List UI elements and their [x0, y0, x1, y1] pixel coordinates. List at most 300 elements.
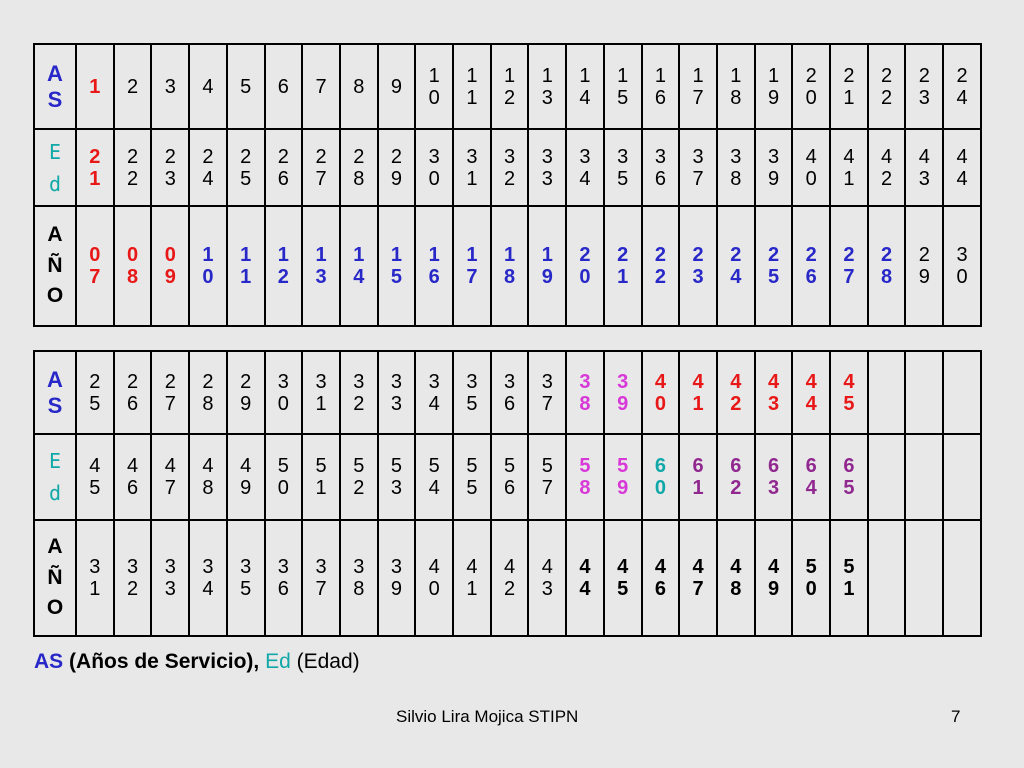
ed-cell: [227, 129, 265, 206]
ano-cell: [76, 520, 114, 636]
ed-header: E d: [48, 449, 62, 505]
ano-value: 4 6: [654, 556, 666, 600]
as-header-cell: [34, 351, 76, 434]
ed-value: 3 6: [654, 145, 666, 190]
as-cell: [528, 44, 566, 129]
ano-cell: [604, 520, 642, 636]
ano-cell: [302, 520, 340, 636]
as-value: 4 0: [654, 370, 666, 415]
years-of-service-table-2: [33, 350, 982, 637]
as-value: 1 4: [579, 64, 591, 109]
ed-cell: [755, 434, 793, 520]
ano-value: 2 7: [843, 244, 855, 288]
as-value: 2 7: [164, 370, 176, 415]
ano-cell: [868, 206, 906, 326]
legend: [34, 650, 360, 674]
as-cell: [415, 351, 453, 434]
ed-value: 3 3: [541, 145, 553, 190]
ano-header: A Ñ O: [46, 223, 64, 308]
ed-cell: [679, 129, 717, 206]
ed-cell: [830, 129, 868, 206]
ano-value: 2 9: [918, 244, 930, 288]
ed-value: 3 9: [767, 145, 780, 190]
page-number: 7: [951, 707, 961, 726]
ano-cell: [415, 206, 453, 326]
ed-cell: [943, 129, 981, 206]
ano-value: 4 2: [504, 556, 516, 600]
ano-cell: [378, 520, 416, 636]
ed-cell: [604, 129, 642, 206]
as-cell: [717, 44, 755, 129]
ano-cell: [340, 206, 378, 326]
as-cell: [868, 44, 906, 129]
as-cell: [943, 44, 981, 129]
as-cell: [566, 351, 604, 434]
ano-value: 2 2: [654, 244, 666, 288]
ano-value: 2 4: [730, 244, 742, 288]
ano-cell: [830, 206, 868, 326]
as-cell: [755, 44, 793, 129]
ano-cell: [378, 206, 416, 326]
ed-cell: [868, 129, 906, 206]
ed-value: 2 8: [353, 145, 365, 190]
ed-cell: [604, 434, 642, 520]
ano-cell: [114, 206, 152, 326]
as-value: 1 8: [730, 64, 742, 109]
ano-header-cell: [34, 520, 76, 636]
ano-cell: [566, 520, 604, 636]
ed-value: 2 9: [390, 145, 403, 190]
ed-value: 5 5: [466, 455, 478, 499]
ed-cell: [340, 129, 378, 206]
ed-cell: [905, 129, 943, 206]
ed-value: 5 4: [428, 455, 440, 499]
ano-cell: [340, 520, 378, 636]
ed-cell: [114, 129, 152, 206]
ano-value: 2 8: [881, 244, 893, 288]
as-value: 1 7: [692, 64, 704, 109]
as-cell: [151, 44, 189, 129]
ed-value: 5 1: [315, 455, 327, 499]
ed-value: 5 9: [617, 455, 629, 499]
ed-header: E d: [48, 139, 62, 196]
as-value: 3 5: [466, 370, 478, 415]
legend-as-desc: (Años de Servicio),: [69, 650, 260, 673]
as-row: [34, 44, 981, 129]
ed-value: 6 5: [843, 455, 855, 499]
ano-cell: [604, 206, 642, 326]
ed-cell: [76, 129, 114, 206]
ano-cell: [755, 206, 793, 326]
ed-cell: [76, 434, 114, 520]
ano-value: 0 7: [89, 244, 101, 288]
ed-value: 5 0: [277, 455, 289, 499]
as-header-cell: [34, 44, 76, 129]
as-cell: [717, 351, 755, 434]
as-value: 2 8: [202, 370, 214, 415]
ano-cell: [642, 206, 680, 326]
ano-cell: [943, 520, 981, 636]
ano-cell: [76, 206, 114, 326]
ano-value: 3 1: [89, 556, 101, 600]
ano-value: 3 3: [164, 556, 176, 600]
ano-row: [34, 206, 981, 326]
as-cell: [604, 44, 642, 129]
as-cell: [114, 351, 152, 434]
ano-value: 1 4: [353, 244, 365, 288]
ed-cell: [378, 129, 416, 206]
ano-value: 1 1: [240, 244, 252, 288]
ano-header-cell: [34, 206, 76, 326]
as-value: 3 0: [277, 370, 289, 415]
as-cell: [905, 351, 943, 434]
ano-cell: [453, 206, 491, 326]
ano-value: 1 6: [428, 244, 440, 288]
as-cell: [679, 44, 717, 129]
ed-cell: [151, 434, 189, 520]
ano-cell: [415, 520, 453, 636]
as-cell: [302, 44, 340, 129]
ed-value: 6 2: [730, 455, 742, 499]
as-cell: [378, 351, 416, 434]
ano-header: A Ñ O: [46, 535, 64, 620]
ed-cell: [302, 129, 340, 206]
ano-cell: [227, 206, 265, 326]
ano-value: 4 9: [767, 556, 780, 600]
ed-value: 4 1: [843, 145, 855, 190]
ano-cell: [792, 206, 830, 326]
ano-cell: [905, 206, 943, 326]
ano-cell: [265, 520, 303, 636]
as-value: 1 1: [466, 64, 478, 109]
ano-cell: [679, 206, 717, 326]
ed-cell: [151, 129, 189, 206]
ed-cell: [905, 434, 943, 520]
ano-value: 4 4: [579, 556, 591, 600]
ano-cell: [566, 206, 604, 326]
ano-cell: [792, 520, 830, 636]
ed-cell: [453, 434, 491, 520]
ed-value: 3 4: [579, 145, 591, 190]
ano-cell: [717, 206, 755, 326]
ed-value: 2 2: [126, 145, 139, 190]
ed-cell: [114, 434, 152, 520]
as-value: 4: [202, 75, 214, 98]
as-value: 3 9: [617, 370, 629, 415]
ed-value: 4 9: [240, 455, 252, 499]
ed-cell: [453, 129, 491, 206]
ed-row: [34, 129, 981, 206]
ano-value: 3 2: [126, 556, 139, 600]
as-value: 4 2: [730, 370, 742, 415]
ed-value: 6 3: [767, 455, 780, 499]
as-cell: [642, 44, 680, 129]
as-value: 7: [315, 75, 327, 98]
ano-value: 1 3: [315, 244, 327, 288]
ano-cell: [830, 520, 868, 636]
as-cell: [792, 44, 830, 129]
ano-cell: [491, 520, 529, 636]
as-value: 4 4: [805, 370, 817, 415]
as-cell: [415, 44, 453, 129]
ed-cell: [491, 129, 529, 206]
ed-header-cell: [34, 129, 76, 206]
as-value: 3 2: [353, 370, 365, 415]
ano-cell: [528, 206, 566, 326]
as-cell: [227, 351, 265, 434]
ed-value: 6 0: [654, 455, 666, 499]
ano-cell: [453, 520, 491, 636]
ano-value: 1 5: [390, 244, 403, 288]
ano-value: 4 1: [466, 556, 478, 600]
ed-value: 3 0: [428, 145, 440, 190]
as-cell: [642, 351, 680, 434]
as-value: 4 5: [843, 370, 855, 415]
legend-ed-abbr: Ed: [265, 650, 291, 673]
as-cell: [491, 351, 529, 434]
ed-cell: [528, 129, 566, 206]
ed-cell: [340, 434, 378, 520]
ed-value: 4 6: [126, 455, 139, 499]
ed-cell: [642, 434, 680, 520]
as-cell: [227, 44, 265, 129]
ano-cell: [905, 520, 943, 636]
as-cell: [76, 44, 114, 129]
ano-cell: [943, 206, 981, 326]
as-value: 2 5: [89, 370, 101, 415]
ed-value: 2 5: [240, 145, 252, 190]
ed-cell: [189, 434, 227, 520]
as-value: 3 1: [315, 370, 327, 415]
as-value: 2 6: [126, 370, 139, 415]
as-value: 2 9: [240, 370, 252, 415]
as-value: 3 7: [541, 370, 553, 415]
years-of-service-table-1: [33, 43, 982, 327]
ed-value: 4 4: [956, 145, 968, 190]
ed-cell: [415, 434, 453, 520]
ed-value: 2 7: [315, 145, 327, 190]
ed-value: 3 2: [504, 145, 516, 190]
ed-cell: [792, 434, 830, 520]
ano-cell: [302, 206, 340, 326]
as-value: 2: [126, 75, 139, 98]
ed-cell: [566, 434, 604, 520]
ed-cell: [717, 434, 755, 520]
as-cell: [378, 44, 416, 129]
ano-value: 3 0: [956, 244, 968, 288]
ed-cell: [265, 434, 303, 520]
ano-value: 3 6: [277, 556, 289, 600]
ed-cell: [227, 434, 265, 520]
ed-cell: [642, 129, 680, 206]
ano-value: 2 0: [579, 244, 591, 288]
ano-value: 3 8: [353, 556, 365, 600]
ed-value: 4 3: [918, 145, 930, 190]
ed-cell: [378, 434, 416, 520]
ano-value: 3 4: [202, 556, 214, 600]
ed-value: 6 4: [805, 455, 817, 499]
as-cell: [755, 351, 793, 434]
ed-cell: [491, 434, 529, 520]
ano-cell: [717, 520, 755, 636]
as-cell: [868, 351, 906, 434]
ano-value: 1 0: [202, 244, 214, 288]
as-cell: [528, 351, 566, 434]
ano-value: 0 8: [126, 244, 139, 288]
ano-row: [34, 520, 981, 636]
ed-value: 2 4: [202, 145, 214, 190]
as-cell: [114, 44, 152, 129]
as-value: 4 1: [692, 370, 704, 415]
ano-cell: [114, 520, 152, 636]
ed-cell: [265, 129, 303, 206]
as-value: 2 2: [881, 64, 893, 109]
ed-header-cell: [34, 434, 76, 520]
as-cell: [830, 44, 868, 129]
ano-value: 3 7: [315, 556, 327, 600]
as-value: 4 3: [767, 370, 780, 415]
ano-cell: [755, 520, 793, 636]
ano-value: 1 8: [504, 244, 516, 288]
as-value: 1 0: [428, 64, 440, 109]
ed-value: 5 7: [541, 455, 553, 499]
as-cell: [151, 351, 189, 434]
ano-value: 5 0: [805, 556, 817, 600]
as-value: 3 3: [390, 370, 403, 415]
as-cell: [491, 44, 529, 129]
ed-cell: [566, 129, 604, 206]
as-value: 3 8: [579, 370, 591, 415]
as-value: 2 1: [843, 64, 855, 109]
as-cell: [792, 351, 830, 434]
ed-value: 5 2: [353, 455, 365, 499]
as-value: 2 3: [918, 64, 930, 109]
ano-cell: [189, 206, 227, 326]
as-cell: [189, 44, 227, 129]
as-value: 1 6: [654, 64, 666, 109]
ed-cell: [528, 434, 566, 520]
as-row: [34, 351, 981, 434]
as-cell: [943, 351, 981, 434]
ano-value: 2 3: [692, 244, 704, 288]
as-value: 2 4: [956, 64, 968, 109]
as-value: 1 9: [767, 64, 780, 109]
ed-value: 4 8: [202, 455, 214, 499]
ano-cell: [642, 520, 680, 636]
as-value: 1 2: [504, 64, 516, 109]
as-value: 3 6: [504, 370, 516, 415]
ed-row: [34, 434, 981, 520]
legend-ed-desc: (Edad): [296, 650, 360, 673]
as-cell: [453, 44, 491, 129]
ano-value: 1 7: [466, 244, 478, 288]
ano-value: 3 5: [240, 556, 252, 600]
as-cell: [905, 44, 943, 129]
ed-cell: [415, 129, 453, 206]
as-cell: [76, 351, 114, 434]
as-value: 2 0: [805, 64, 817, 109]
ano-value: 4 7: [692, 556, 704, 600]
as-value: 5: [240, 75, 252, 98]
ed-value: 3 1: [466, 145, 478, 190]
as-value: 3 4: [428, 370, 440, 415]
ano-value: 2 1: [617, 244, 629, 288]
as-cell: [566, 44, 604, 129]
ano-value: 2 6: [805, 244, 817, 288]
ed-cell: [755, 129, 793, 206]
ano-cell: [679, 520, 717, 636]
as-value: 1 5: [617, 64, 629, 109]
ed-value: 2 3: [164, 145, 176, 190]
ed-value: 3 8: [730, 145, 742, 190]
as-cell: [679, 351, 717, 434]
as-cell: [265, 351, 303, 434]
ano-value: 4 8: [730, 556, 742, 600]
ed-value: 3 7: [692, 145, 704, 190]
ed-value: 6 1: [692, 455, 704, 499]
ano-value: 3 9: [390, 556, 403, 600]
as-value: 9: [390, 75, 403, 98]
as-value: 6: [277, 75, 289, 98]
ed-value: 4 7: [164, 455, 176, 499]
as-value: 1 3: [541, 64, 553, 109]
ano-value: 0 9: [164, 244, 176, 288]
ano-value: 5 1: [843, 556, 855, 600]
ed-cell: [830, 434, 868, 520]
ano-cell: [528, 520, 566, 636]
ed-value: 3 5: [617, 145, 629, 190]
as-value: 1: [89, 75, 101, 98]
ano-value: 2 5: [767, 244, 780, 288]
ed-value: 5 6: [504, 455, 516, 499]
legend-as-abbr: AS: [34, 650, 64, 673]
ed-value: 5 3: [390, 455, 403, 499]
ed-value: 4 5: [89, 455, 101, 499]
as-value: 3: [164, 75, 176, 98]
as-cell: [340, 44, 378, 129]
ano-cell: [151, 206, 189, 326]
ed-value: 4 2: [881, 145, 893, 190]
ed-cell: [302, 434, 340, 520]
ed-cell: [189, 129, 227, 206]
ano-value: 4 0: [428, 556, 440, 600]
ano-cell: [227, 520, 265, 636]
as-cell: [604, 351, 642, 434]
as-cell: [340, 351, 378, 434]
as-header: A S: [47, 367, 63, 418]
ano-cell: [265, 206, 303, 326]
as-value: 8: [353, 75, 365, 98]
as-header: A S: [47, 61, 63, 112]
ano-value: 4 3: [541, 556, 553, 600]
as-cell: [830, 351, 868, 434]
as-cell: [265, 44, 303, 129]
ed-value: 2 1: [89, 145, 101, 190]
as-cell: [453, 351, 491, 434]
as-cell: [189, 351, 227, 434]
ano-cell: [189, 520, 227, 636]
ed-value: 2 6: [277, 145, 289, 190]
ano-value: 1 2: [277, 244, 289, 288]
ed-cell: [943, 434, 981, 520]
as-cell: [302, 351, 340, 434]
ed-cell: [868, 434, 906, 520]
ed-cell: [717, 129, 755, 206]
ed-value: 4 0: [805, 145, 817, 190]
ano-cell: [491, 206, 529, 326]
ano-value: 4 5: [617, 556, 629, 600]
ano-value: 1 9: [541, 244, 553, 288]
